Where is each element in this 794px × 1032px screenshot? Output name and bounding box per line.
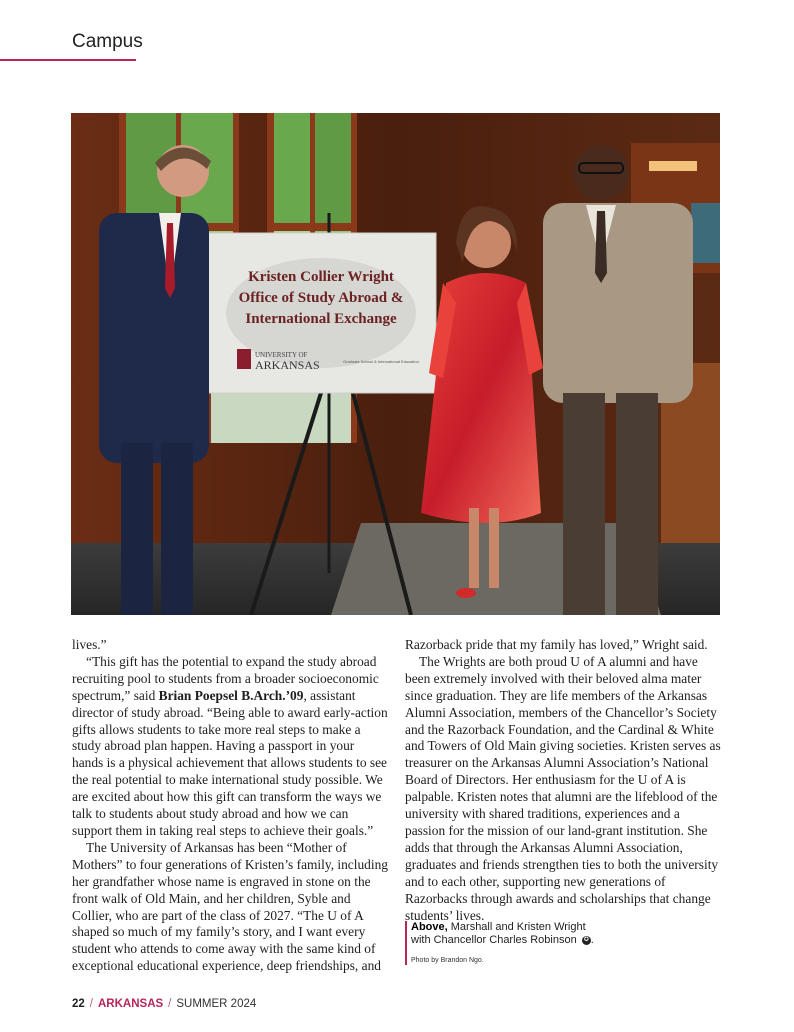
caption-text: Marshall and Kristen Wright <box>447 921 586 933</box>
photo-credit: Photo by Brandon Ngo. <box>411 957 484 964</box>
page-number: 22 <box>72 998 85 1010</box>
sign-logo-big: ARKANSAS <box>255 358 320 372</box>
person-name: Brian Poepsel B.Arch.’09 <box>158 687 304 703</box>
paragraph-text: , assistant director of study abroad. “Being able to award early-action gifts allows students to take more real steps to make a study abroad plan happen. Having a passport in your hands is a physical achievement that allows students to see the real potential to make international study possible. We are excited about how this gift can transform the ways we talk to students about study abroad and how we can support them in taking real steps to achieve their goals.” <box>72 687 388 838</box>
sign-logo-sub: Graduate School & International Education <box>343 359 419 364</box>
paragraph: lives.” <box>72 637 107 652</box>
photo-caption <box>405 921 711 965</box>
arkansas-seal-icon <box>237 349 251 369</box>
section-label: Campus <box>72 31 143 52</box>
paragraph: The University of Arkansas has been “Mother of Mothers” to four generations of Kristen’s family, including her grandfather whose name is engraved in stone on the front walk of Old Main, and her children, Syble and Collier, who are part of the class of 2027. “The U of A shaped so much of my family’s story, and I want every student who attends to come away with the same kind of exceptional educational experience, deep friendships, and <box>72 839 388 974</box>
article-column-left <box>72 637 388 975</box>
sign-line-3: International Exchange <box>245 311 397 327</box>
paragraph <box>72 654 388 840</box>
paragraph: Razorback pride that my family has loved,” Wright said. <box>405 637 708 652</box>
caption-line <box>411 921 711 934</box>
sign-logo-small: UNIVERSITY OF <box>255 351 308 359</box>
publication-name: ARKANSAS <box>98 998 164 1010</box>
star-circle-icon: ✪ <box>583 936 589 943</box>
section-rule <box>0 59 136 61</box>
article-column-right <box>405 637 721 924</box>
sign-line-2: Office of Study Abroad & <box>238 290 404 306</box>
page-footer <box>72 998 256 1010</box>
paragraph-text: “This gift has the potential to expand the study abroad recruiting pool to students from a broader socioeconomic spectrum,” said <box>72 653 379 703</box>
sign-line-1: Kristen Collier Wright <box>248 269 394 285</box>
caption-lead: Above, <box>411 921 448 933</box>
footer-divider: / <box>168 998 172 1010</box>
photo-illustration <box>71 113 720 615</box>
caption-text: with Chancellor Charles Robinson <box>411 934 577 946</box>
footer-divider: / <box>89 998 93 1010</box>
caption-line: with Chancellor Charles Robinson ✪ . <box>411 934 594 946</box>
article-photo <box>71 113 720 615</box>
issue-label: SUMMER 2024 <box>176 998 257 1010</box>
paragraph: The Wrights are both proud U of A alumni and have been extremely involved with their beloved alma mater since graduation. They are life members of the Arkansas Alumni Association, members of the Chancellor’s Society and the Razorback Foundation, and the Cardinal & White and Towers of Old Main giving societies. Kristen serves as treasurer on the Arkansas Alumni Association’s National Board of Directors. Her enthusiasm for the U of A is palpable. Kristen notes that alumni are the lifeblood of the university with shared traditions, experiences and a passion for the mission of our land-grant institution. She adds that through the Arkansas Alumni Association, graduates and friends strengthen ties to both the university and to each other, supporting new generations of Razorbacks through awards and scholarships that change students’ lives. <box>405 653 721 923</box>
